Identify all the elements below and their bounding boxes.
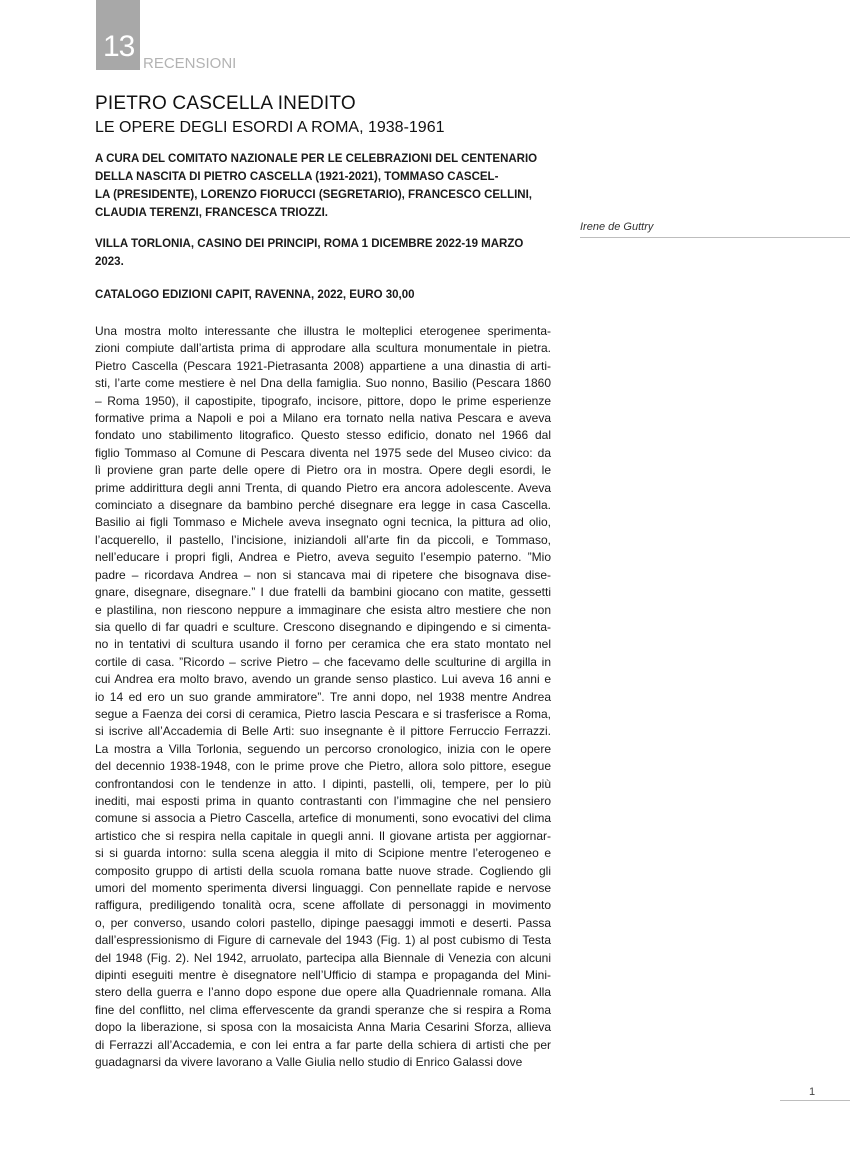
article-subtitle: LE OPERE DEGLI ESORDI A ROMA, 1938-1961 (95, 119, 445, 136)
body-line: cortile di casa. ”Ricordo – scrive Pietro – che facevamo delle sculturine di argilla in (95, 654, 551, 669)
body-line: comune si associa a Pietro Cascella, artefice di monumenti, sono evocativi del clima (95, 811, 551, 826)
body-line: l’acquerello, il pastello, l’incisione, iniziandoli all’arte fin da piccoli, e Tommaso, (95, 532, 551, 547)
body-line: Pietro Cascella (Pescara 1921-Pietrasanta 2008) appartiene a una dinastia di arti- (95, 358, 551, 373)
body-line: nell’educare i propri figli, Andrea e Pietro, aveva seguito l’esempio paterno. ”Mio (95, 550, 551, 565)
article-title: PIETRO CASCELLA INEDITO (95, 93, 356, 114)
body-line: formative prima a Napoli e poi a Milano era tornato nella nativa Pescara e aveva (95, 411, 551, 426)
body-line: zioni compiute dall’artista prima di approdare alla scultura monumentale in pietra. (95, 341, 551, 356)
body-line: si iscrive all’Accademia di Belle Arti: suo insegnante è il pittore Ferruccio Ferrazzi. (95, 724, 551, 739)
body-line: guadagnarsi da vivere lavorano a Valle Giulia nello studio di Enrico Galassi dove (95, 1055, 523, 1070)
body-line: inediti, mai esposti prima in quanto contrastanti con l’immagine che nel pensiero (95, 793, 551, 808)
body-line: confrontandosi con le tendenze in atto. I dipinti, pastelli, oli, tempere, per lo più (95, 776, 551, 791)
author-divider (580, 237, 850, 238)
author-name: Irene de Guttry (580, 221, 654, 233)
body-line: di Ferrazzi all’Accademia, e con lei entra a far parte della schiera di artisti che per (95, 1037, 551, 1052)
body-line: dipinti eseguiti mentre è disegnatore nell’Ufficio di stampa e propaganda del Mini- (95, 968, 551, 983)
curators-block (95, 150, 555, 222)
section-label: RECENSIONI (143, 55, 237, 72)
body-line: umori del momento sperimenta diversi linguaggi. Con pennellate rapide e nervose (95, 881, 551, 895)
body-line: fine del conflitto, nel clima effervescente da grandi speranze che si respira a Roma (95, 1002, 551, 1017)
body-line: composito gruppo di artisti della scuola romana batte nuove strade. Cogliendo gli (95, 863, 551, 878)
body-line: gnare, disegnare, disegnare.” I due fratelli da bambini giocano con matite, gessetti (95, 585, 551, 600)
venue-block (95, 235, 555, 271)
body-line: si si guarda intorno: sulla scena aleggia il mito di Scipione mentre l’eterogeneo e (95, 846, 551, 861)
body-line: dall’espressionismo di Figure di carnevale del 1943 (Fig. 1) al post cubismo di Testa (95, 933, 551, 948)
catalogue-block (95, 286, 555, 304)
chapter-number: 13 (103, 30, 135, 63)
body-line: La mostra a Villa Torlonia, seguendo un percorso cronologico, inizia con le opere (95, 741, 551, 756)
article-body (95, 323, 551, 1071)
page-number: 1 (809, 1086, 816, 1098)
body-line: e plastilina, non riescono neppure a immaginare che esista altro mestiere che non (95, 602, 551, 617)
body-line: Basilio ai figli Tommaso e Michele aveva insegnato ogni tecnica, la pittura ad olio, (95, 515, 551, 530)
body-line: dopo la liberazione, si sposa con la mosaicista Anna Maria Cesarini Sforza, allieva (95, 1020, 551, 1035)
body-line: cui Andrea era molto bravo, avendo un grande senso plastico. Lui aveva 16 anni e (95, 672, 551, 687)
curators-line: A CURA DEL COMITATO NAZIONALE PER LE CELEBRAZIONI DEL CENTENARIO (95, 153, 538, 165)
body-line: sia quello di far quadri e sculture. Crescono disegnando e dipingendo e si cimenta- (95, 619, 551, 634)
body-line: raffigura, prediligendo tonalità ocra, scene affollate di personaggi in movimento (95, 898, 551, 913)
body-line: fondato uno stabilimento litografico. Questo stesso edificio, donato nel 1966 dal (95, 428, 551, 443)
body-line: o, per converso, usando colori pastello, dipinge paesaggi immoti e deserti. Passa (95, 915, 551, 930)
venue-line: 2023. (95, 256, 124, 268)
page-divider (780, 1100, 850, 1101)
body-line: del 1948 (Fig. 2). Nel 1942, arruolato, partecipa alla Biennale di Venezia con alcuni (95, 950, 551, 965)
catalogue-line: CATALOGO EDIZIONI CAPIT, RAVENNA, 2022, EURO 30,00 (95, 289, 415, 301)
body-line: cominciato a disegnare da bambino perché disegnare era legge in casa Cascella. (95, 498, 551, 513)
curators-line: LA (PRESIDENTE), LORENZO FIORUCCI (SEGRETARIO), FRANCESCO CELLINI, (95, 189, 532, 201)
body-line: figlio Tommaso al Comune di Pescara diventa nel 1975 sede del Museo civico: da (95, 445, 551, 460)
curators-line: DELLA NASCITA DI PIETRO CASCELLA (1921-2021), TOMMASO CASCEL- (95, 171, 499, 183)
curators-line: CLAUDIA TERENZI, FRANCESCA TRIOZZI. (95, 207, 328, 219)
body-line: lì proviene gran parte delle opere di Pietro ora in mostra. Opere degli esordi, le (95, 463, 551, 478)
venue-line: VILLA TORLONIA, CASINO DEI PRINCIPI, ROMA 1 DICEMBRE 2022-19 MARZO (95, 238, 524, 250)
body-line: no in tentativi di scultura usando il forno per ceramica che era stato montato nel (95, 637, 551, 652)
body-line: padre – ricordava Andrea – non si stancava mai di ripetere che bisognava dise- (95, 567, 551, 582)
body-line: sti, l’arte come mestiere è nel Dna della famiglia. Suo nonno, Basilio (Pescara 1860 (95, 376, 551, 391)
body-line: – Roma 1950), il capostipite, tipografo, incisore, pittore, dopo le prime esperienze (95, 393, 551, 408)
body-line: del decennio 1938-1948, con le prime prove che Pietro, allora solo pittore, esegue (95, 759, 551, 774)
body-line: stero della guerra e l’anno dopo espone due opere alla Quadriennale romana. Alla (95, 985, 551, 1000)
body-line: artistico che si respira nella capitale in quegli anni. Il giovane artista per aggiornar- (95, 828, 551, 843)
body-line: segue a Faenza dei corsi di ceramica, Pietro lascia Pescara e si trasferisce a Roma, (95, 706, 551, 721)
body-line: Una mostra molto interessante che illustra le molteplici eterogenee sperimenta- (95, 324, 551, 338)
body-line: io 14 ed ero un suo grande ammiratore”. Tre anni dopo, nel 1938 mentre Andrea (95, 689, 551, 704)
body-line: prime addirittura degli anni Trenta, di quando Pietro era ancora adolescente. Aveva (95, 480, 551, 495)
